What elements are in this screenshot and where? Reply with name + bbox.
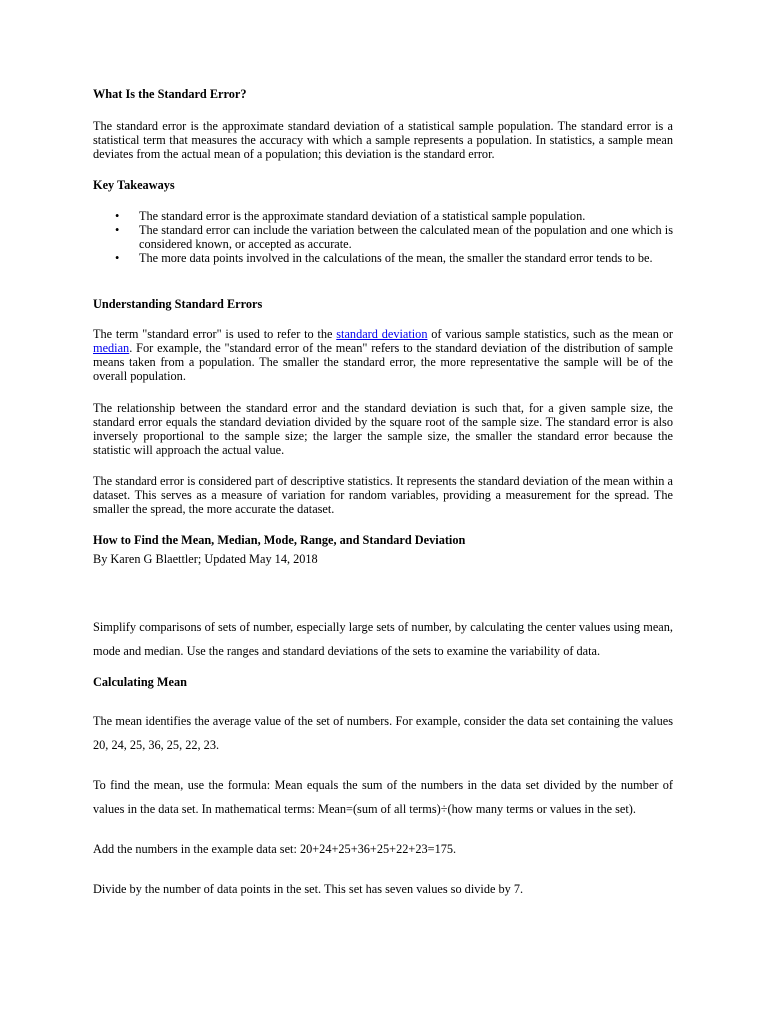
mean-paragraph-4: Divide by the number of data points in the set. This set has seven values so divide by 7. (93, 882, 524, 896)
bullet-icon: • (115, 251, 120, 265)
article-byline: By Karen G Blaettler; Updated May 14, 2018 (93, 552, 318, 566)
standard-error-definition: The standard error is the approximate standard deviation of a statistical sample population. The standard error is a statistical term that measures the accuracy with which a sample represents a population. In statistics, a sample mean deviates from the actual mean of a population; this deviation is the standard error. (93, 119, 673, 161)
key-takeaways-list (93, 209, 673, 265)
article-title: How to Find the Mean, Median, Mode, Range, and Standard Deviation (93, 533, 466, 547)
mean-paragraph-3: Add the numbers in the example data set: 20+24+25+36+25+22+23=175. (93, 842, 457, 856)
list-item: • The standard error is the approximate standard deviation of a statistical sample population. (115, 209, 586, 223)
article-intro: Simplify comparisons of sets of number, especially large sets of number, by calculating the center values using mean, mode and median. Use the ranges and standard deviations of the sets to examine the variability of data. (93, 620, 673, 658)
calculating-mean-heading: Calculating Mean (93, 675, 187, 689)
bullet-icon: • (115, 209, 120, 223)
mean-paragraph-1: The mean identifies the average value of the set of numbers. For example, consider the data set containing the values 20, 24, 25, 36, 25, 22, 23. (93, 714, 673, 752)
understanding-heading: Understanding Standard Errors (93, 297, 263, 311)
standard-deviation-link[interactable]: standard deviation (336, 327, 428, 341)
median-link[interactable]: median (93, 341, 130, 355)
bullet-icon: • (115, 223, 120, 237)
mean-paragraph-2: To find the mean, use the formula: Mean equals the sum of the numbers in the data set divided by the number of values in the data set. In mathematical terms: Mean=(sum of all terms)÷(how many terms or values in the set). (93, 778, 673, 816)
understanding-paragraph-2: The relationship between the standard error and the standard deviation is such that, for a given sample size, the standard error equals the standard deviation divided by the square root of the sample size. The standard error is also inversely proportional to the sample size; the larger the sample size, the smaller the standard error because the statistic will approach the actual value. (93, 401, 673, 457)
understanding-paragraph-3: The standard error is considered part of descriptive statistics. It represents the standard deviation of the mean within a dataset. This serves as a measure of variation for random variables, providing a measurement for the spread. The smaller the spread, the more accurate the dataset. (93, 474, 673, 516)
list-item: • The more data points involved in the calculations of the mean, the smaller the standard error tends to be. (115, 251, 653, 265)
standard-error-heading: What Is the Standard Error? (93, 87, 247, 101)
understanding-paragraph-1: The term "standard error" is used to refer to the standard deviation of various sample statistics, such as the mean or median. For example, the "standard error of the mean" refers to the standard deviation of the distribution of sample means taken from a population. The smaller the standard error, the more representative the sample will be of the overall population. (93, 327, 673, 383)
list-item: • The standard error can include the variation between the calculated mean of the population and one which is considered known, or accepted as accurate. (115, 223, 673, 251)
key-takeaways-heading: Key Takeaways (93, 178, 175, 192)
